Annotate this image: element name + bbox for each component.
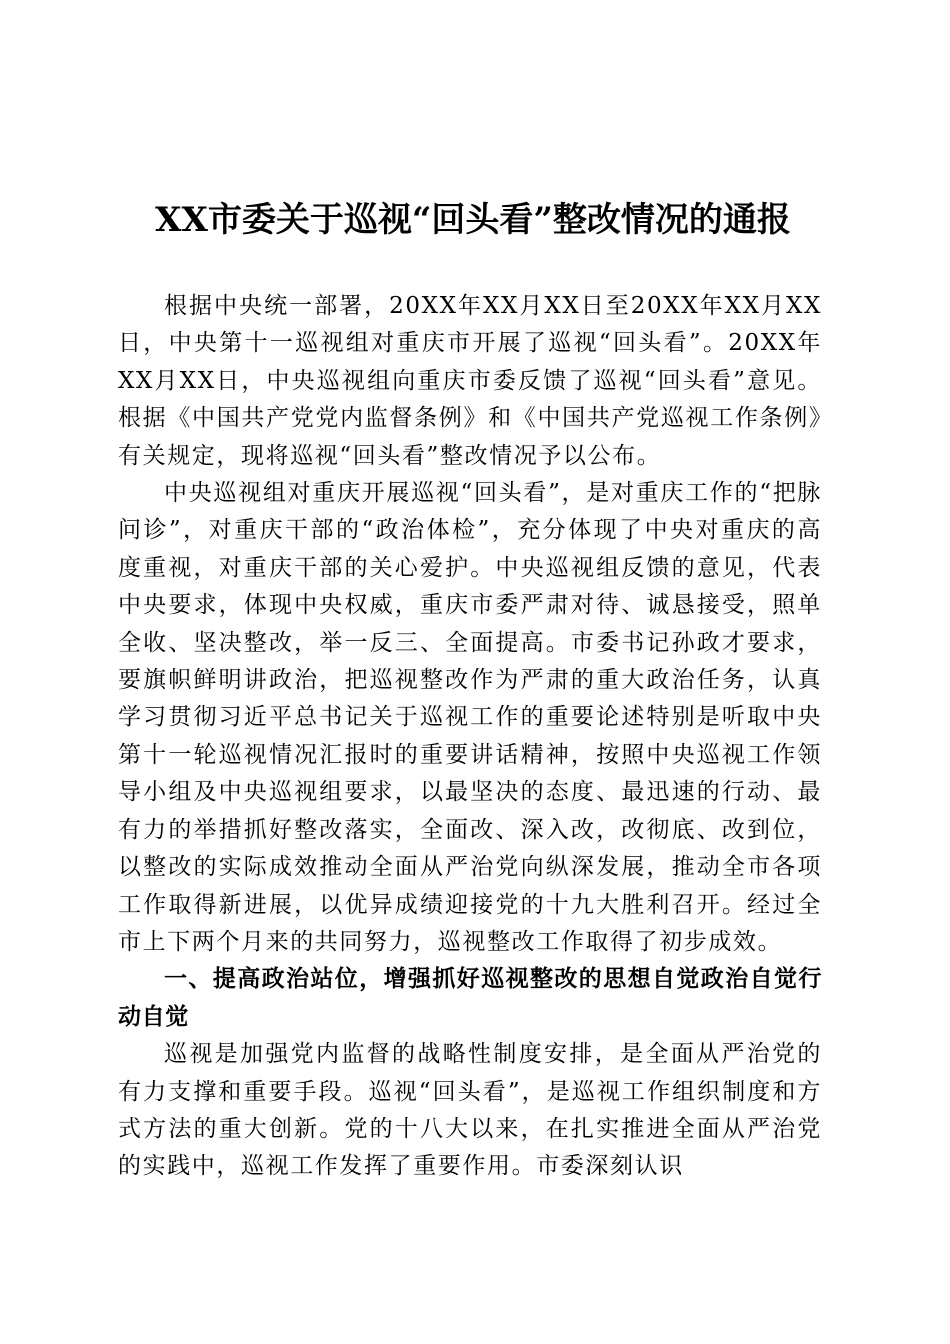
paragraph-background: 中央巡视组对重庆开展巡视“回头看”，是对重庆工作的“把脉问诊”，对重庆干部的“政治体检”，充分体现了中央对重庆的高度重视，对重庆干部的关心爱护。中央巡视组反馈的意见，代表中央要求，体现中央权威，重庆市委严肃对待、诚恳接受，照单全收、坚决整改，举一反三、全面提高。市委书记孙政才要求，要旗帜鲜明讲政治，把巡视整改作为严肃的重大政治任务，认真学习贯彻习近平总书记关于巡视工作的重要论述特别是听取中央第十一轮巡视情况汇报时的重要讲话精神，按照中央巡视工作领导小组及中央巡视组要求，以最坚决的态度、最迅速的行动、最有力的举措抓好整改落实，全面改、深入改，改彻底、改到位，以整改的实际成效推动全面从严治党向纵深发展，推动全市各项工作取得新进展，以优异成绩迎接党的十九大胜利召开。经过全市上下两个月来的共同努力，巡视整改工作取得了初步成效。 [118, 480, 822, 955]
document-body [118, 288, 822, 1186]
paragraph-intro: 根据中央统一部署，20XX年XX月XX日至20XX年XX月XX日，中央第十一巡视组对重庆市开展了巡视“回头看”。20XX年XX月XX日，中央巡视组向重庆市委反馈了巡视“回头看”意见。根据《中国共产党党内监督条例》和《中国共产党巡视工作条例》有关规定，现将巡视“回头看”整改情况予以公布。 [118, 293, 822, 469]
section-heading-1: 一、提高政治站位，增强抓好巡视整改的思想自觉政治自觉行动自觉 [118, 966, 822, 1030]
document-title: XX市委关于巡视“回头看”整改情况的通报 [155, 200, 791, 240]
section-1-paragraph: 巡视是加强党内监督的战略性制度安排，是全面从严治党的有力支撑和重要手段。巡视“回头看”，是巡视工作组织制度和方式方法的重大创新。党的十八大以来，在扎实推进全面从严治党的实践中，巡视工作发挥了重要作用。市委深刻认识 [118, 1041, 822, 1180]
